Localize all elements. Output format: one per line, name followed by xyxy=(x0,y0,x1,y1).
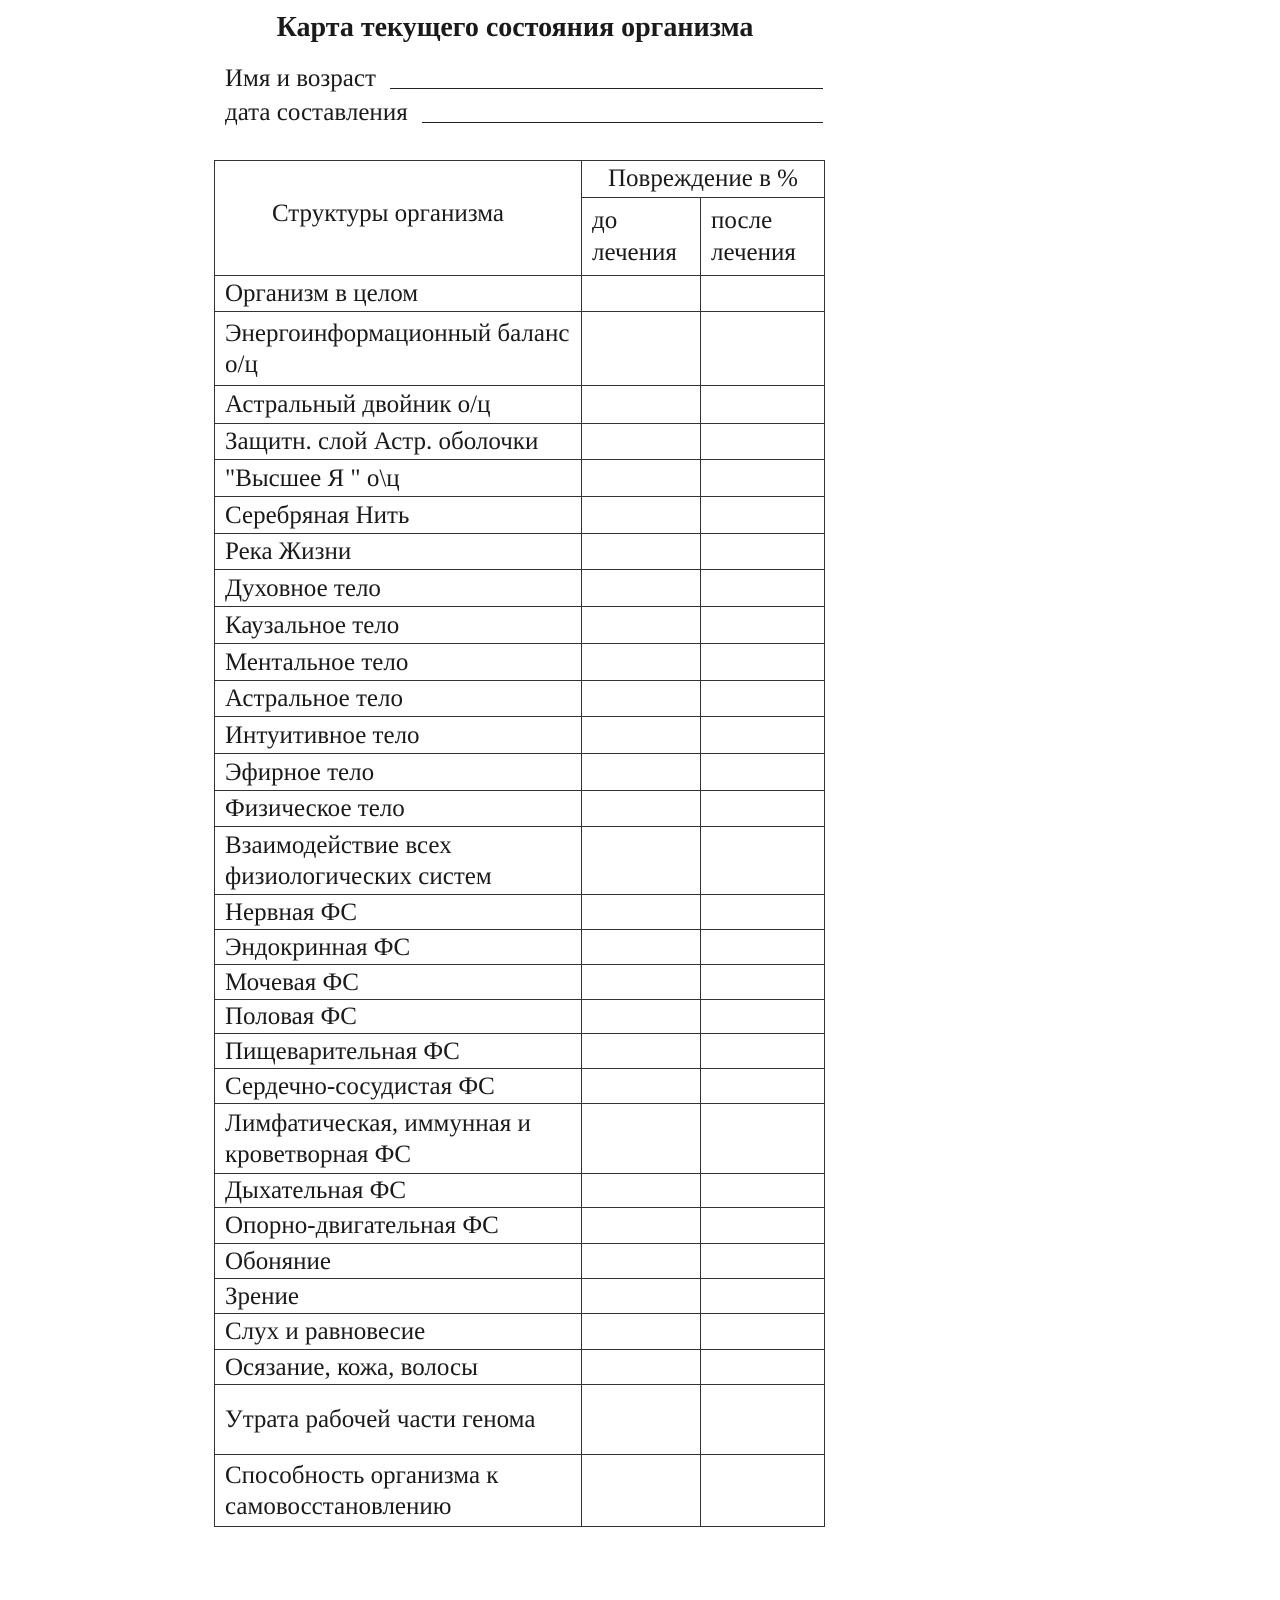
form-title: Карта текущего состояния организма xyxy=(276,12,754,43)
table-row xyxy=(215,607,825,644)
after-treatment-cell[interactable] xyxy=(701,460,825,497)
table-row xyxy=(215,1314,825,1350)
after-treatment-cell[interactable] xyxy=(701,1104,825,1174)
table-row xyxy=(215,1174,825,1208)
structure-label: Духовное тело xyxy=(215,570,582,607)
before-treatment-cell[interactable] xyxy=(582,1104,701,1174)
before-treatment-cell[interactable] xyxy=(582,681,701,717)
before-treatment-cell[interactable] xyxy=(582,460,701,497)
header-before-treatment: до лечения xyxy=(582,198,701,276)
after-treatment-cell[interactable] xyxy=(701,791,825,827)
before-treatment-cell[interactable] xyxy=(582,424,701,460)
header-damage-percent: Повреждение в % xyxy=(582,161,825,198)
after-treatment-cell[interactable] xyxy=(701,497,825,534)
after-treatment-cell[interactable] xyxy=(701,607,825,644)
table-row xyxy=(215,497,825,534)
after-treatment-cell[interactable] xyxy=(701,1174,825,1208)
before-treatment-cell[interactable] xyxy=(582,1174,701,1208)
after-treatment-cell[interactable] xyxy=(701,717,825,754)
before-treatment-cell[interactable] xyxy=(582,1034,701,1069)
table-row xyxy=(215,570,825,607)
before-treatment-cell[interactable] xyxy=(582,1385,701,1455)
before-treatment-cell[interactable] xyxy=(582,930,701,965)
structure-label: Зрение xyxy=(215,1279,582,1314)
structure-label: Слух и равновесие xyxy=(215,1314,582,1350)
after-treatment-cell[interactable] xyxy=(701,1244,825,1279)
table-row xyxy=(215,1350,825,1385)
table-row xyxy=(215,754,825,791)
before-treatment-cell[interactable] xyxy=(582,497,701,534)
before-treatment-cell[interactable] xyxy=(582,534,701,570)
structure-label: Утрата рабочей части генома xyxy=(215,1385,582,1455)
structure-label: Защитн. слой Астр. оболочки xyxy=(215,424,582,460)
structure-label: Каузальное тело xyxy=(215,607,582,644)
after-treatment-cell[interactable] xyxy=(701,534,825,570)
before-treatment-cell[interactable] xyxy=(582,791,701,827)
table-row xyxy=(215,276,825,312)
structure-label: Осязание, кожа, волосы xyxy=(215,1350,582,1385)
before-treatment-cell[interactable] xyxy=(582,965,701,1000)
structure-label: Эндокринная ФС xyxy=(215,930,582,965)
structure-label: Лимфатическая, иммунная и кроветворная ФС xyxy=(215,1104,582,1174)
before-treatment-cell[interactable] xyxy=(582,1314,701,1350)
before-treatment-cell[interactable] xyxy=(582,644,701,681)
structure-label: Обоняние xyxy=(215,1244,582,1279)
table-row xyxy=(215,424,825,460)
after-treatment-cell[interactable] xyxy=(701,1069,825,1104)
table-row xyxy=(215,1279,825,1314)
after-treatment-cell[interactable] xyxy=(701,1314,825,1350)
structure-label: Сердечно-сосудистая ФС xyxy=(215,1069,582,1104)
structure-label: Ментальное тело xyxy=(215,644,582,681)
after-treatment-cell[interactable] xyxy=(701,1350,825,1385)
after-treatment-cell[interactable] xyxy=(701,1034,825,1069)
before-treatment-cell[interactable] xyxy=(582,570,701,607)
table-row xyxy=(215,534,825,570)
table-row xyxy=(215,930,825,965)
after-treatment-cell[interactable] xyxy=(701,1279,825,1314)
before-treatment-cell[interactable] xyxy=(582,386,701,424)
before-treatment-cell[interactable] xyxy=(582,1208,701,1244)
name-age-field[interactable] xyxy=(225,60,823,94)
before-treatment-cell[interactable] xyxy=(582,754,701,791)
structure-label: Половая ФС xyxy=(215,1000,582,1034)
table-body xyxy=(215,276,825,1527)
before-treatment-cell[interactable] xyxy=(582,607,701,644)
table-row xyxy=(215,827,825,895)
date-field[interactable] xyxy=(225,94,823,128)
before-treatment-cell[interactable] xyxy=(582,1069,701,1104)
structure-label: Интуитивное тело xyxy=(215,717,582,754)
table-row xyxy=(215,386,825,424)
structure-label: Энергоинформационный баланс о/ц xyxy=(215,312,582,386)
name-age-label: Имя и возраст xyxy=(225,65,376,92)
after-treatment-cell[interactable] xyxy=(701,754,825,791)
table-row xyxy=(215,1208,825,1244)
after-treatment-cell[interactable] xyxy=(701,1455,825,1527)
after-treatment-cell[interactable] xyxy=(701,312,825,386)
table-row xyxy=(215,1034,825,1069)
table-row xyxy=(215,895,825,930)
structure-label: Опорно-двигательная ФС xyxy=(215,1208,582,1244)
after-treatment-cell[interactable] xyxy=(701,1208,825,1244)
structure-label: Мочевая ФС xyxy=(215,965,582,1000)
structure-label: Пищеварительная ФС xyxy=(215,1034,582,1069)
after-treatment-cell[interactable] xyxy=(701,386,825,424)
table-row xyxy=(215,644,825,681)
table-row xyxy=(215,1244,825,1279)
table-row xyxy=(215,791,825,827)
after-treatment-cell[interactable] xyxy=(701,1385,825,1455)
header-after-treatment: после лечения xyxy=(701,198,825,276)
after-treatment-cell[interactable] xyxy=(701,827,825,895)
table-row xyxy=(215,1455,825,1527)
name-age-line[interactable] xyxy=(390,88,823,89)
after-treatment-cell[interactable] xyxy=(701,965,825,1000)
after-treatment-cell[interactable] xyxy=(701,681,825,717)
before-treatment-cell[interactable] xyxy=(582,1000,701,1034)
table-row xyxy=(215,1104,825,1174)
before-treatment-cell[interactable] xyxy=(582,827,701,895)
before-treatment-cell[interactable] xyxy=(582,312,701,386)
structure-label: Нервная ФС xyxy=(215,895,582,930)
before-treatment-cell[interactable] xyxy=(582,1279,701,1314)
after-treatment-cell[interactable] xyxy=(701,1000,825,1034)
before-treatment-cell[interactable] xyxy=(582,717,701,754)
after-treatment-cell[interactable] xyxy=(701,570,825,607)
before-treatment-cell[interactable] xyxy=(582,1455,701,1527)
after-treatment-cell[interactable] xyxy=(701,424,825,460)
structure-label: Река Жизни xyxy=(215,534,582,570)
before-treatment-cell[interactable] xyxy=(582,1244,701,1279)
structure-label: Физическое тело xyxy=(215,791,582,827)
before-treatment-cell[interactable] xyxy=(582,895,701,930)
table-row xyxy=(215,965,825,1000)
date-label: дата составления xyxy=(225,99,408,126)
structure-label: Дыхательная ФС xyxy=(215,1174,582,1208)
after-treatment-cell[interactable] xyxy=(701,644,825,681)
structure-label: Взаимодействие всех физиологических систем xyxy=(215,827,582,895)
table-row xyxy=(215,1069,825,1104)
table-row xyxy=(215,1385,825,1455)
table-row xyxy=(215,1000,825,1034)
structure-label: Эфирное тело xyxy=(215,754,582,791)
table-row xyxy=(215,681,825,717)
before-treatment-cell[interactable] xyxy=(582,1350,701,1385)
date-line[interactable] xyxy=(422,122,823,123)
before-treatment-cell[interactable] xyxy=(582,276,701,312)
structure-label: "Высшее Я " о\ц xyxy=(215,460,582,497)
after-treatment-cell[interactable] xyxy=(701,895,825,930)
after-treatment-cell[interactable] xyxy=(701,930,825,965)
structure-label: Астральный двойник о/ц xyxy=(215,386,582,424)
structure-label: Астральное тело xyxy=(215,681,582,717)
structure-label: Способность организма к самовосстановлению xyxy=(215,1455,582,1527)
structure-label: Серебряная Нить xyxy=(215,497,582,534)
header-structures: Структуры организма xyxy=(215,161,582,276)
table-row xyxy=(215,312,825,386)
after-treatment-cell[interactable] xyxy=(701,276,825,312)
state-card-table xyxy=(214,160,825,1527)
structure-label: Организм в целом xyxy=(215,276,582,312)
table-row xyxy=(215,717,825,754)
table-row xyxy=(215,460,825,497)
